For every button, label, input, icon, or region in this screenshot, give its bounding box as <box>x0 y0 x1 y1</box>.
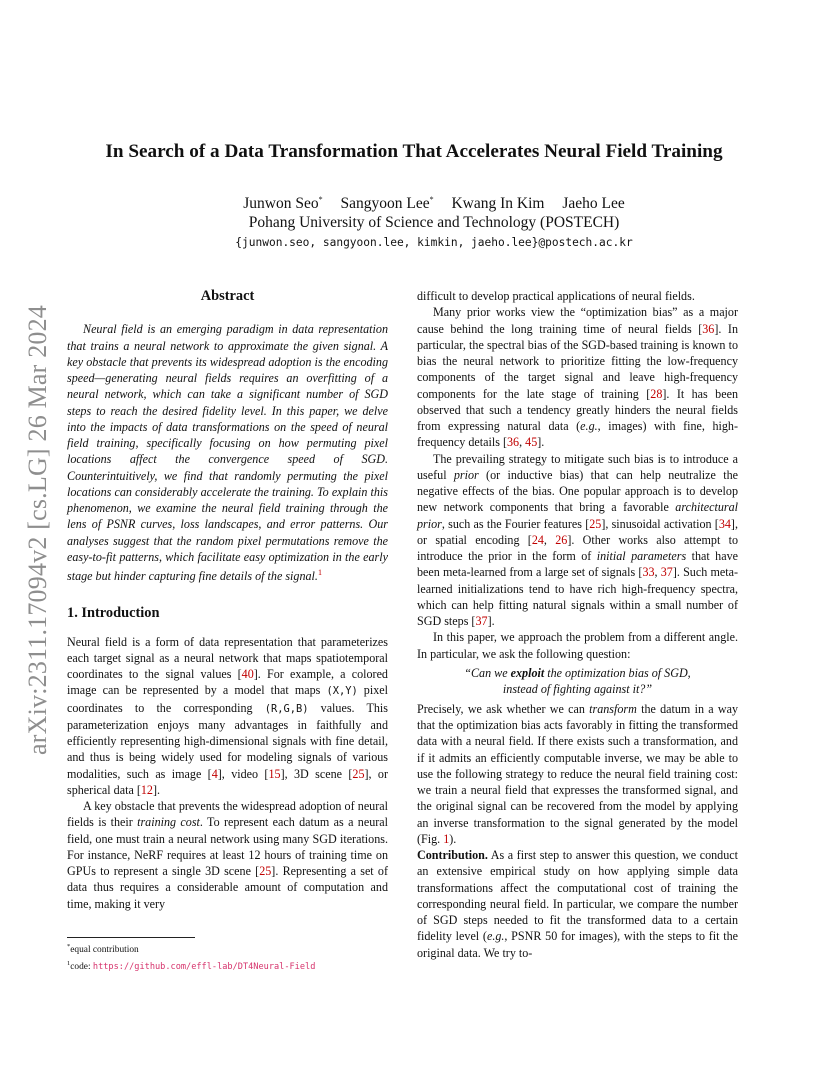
citation-link[interactable]: 34 <box>718 516 731 531</box>
contribution-label: Contribution. <box>417 848 488 862</box>
section-heading-introduction: 1. Introduction <box>67 605 160 622</box>
footnote-ref[interactable]: 1 <box>317 568 322 577</box>
contribution-paragraph: Contribution. As a first step to answer this question, we conduct an extensive empirical study on how applying simple data transformations affect the computational cost of training the corresponding neural field. In particular, we compare the number of SGD steps needed to fit the transformed data to a certain fidelity level (e.g., PSNR 50 for images), with the steps to fit the original data. We try to- <box>417 848 738 960</box>
citation-link[interactable]: 45 <box>525 435 538 450</box>
citation-link[interactable]: 25 <box>259 864 272 879</box>
author: Junwon Seo* <box>243 195 323 213</box>
footnote-equal-contribution: *equal contribution <box>67 943 139 956</box>
citation-link[interactable]: 4 <box>211 766 218 781</box>
abstract-text: Neural field is an emerging paradigm in data representation that trains a neural network to approximate the given signal. A key obstacle that prevents its widespread adoption is the encoding speed—generating neural fields requires an overfitting of a neural network, which can take a significant number of SGD steps to reach the desired fidelity level. In this paper, we delve into the impacts of data transformations on the speed of neural field training, specifically focusing on how permuting pixel locations affect the convergence speed of SGD. Counterintuitively, we find that randomly permuting the pixel locations can considerably accelerate the training. To explain this phenomenon, we examine the neural field training through the lens of PSNR curves, loss landscapes, and error patterns. Our analyses suggest that the random pixel permutations remove the easy-to-fit patterns, which facilitate easy optimization in the early stage but hinder capturing fine details of the signal.$^1$ <box>67 322 388 584</box>
author: Sangyoon Lee* <box>340 195 434 213</box>
citation-link[interactable]: 37 <box>660 565 673 580</box>
body-paragraph: The prevailing strategy to mitigate such bias is to introduce a useful prior (or inductive bias) that can help neutralize the negative effects of the bias. One popular approach is to develop new network components that bring a favorable architectural prior, such as the Fourier features [25], sinusoidal activation [34], or spatial encoding [24, 26]. Other works also attempt to introduce the prior in the form of initial parameters that have been meta-learned from a large set of signals [33, 37]. Such meta-learned initializations tend to have rich high-frequency spectra, which can help fitting natural signals within a small number of SGD steps [37]. <box>417 451 738 628</box>
body-paragraph: difficult to develop practical applications of neural fields. <box>417 289 695 303</box>
body-paragraph: Many prior works view the “optimization bias” as a major cause behind the long training time of neural fields [36]. In particular, the spectral bias of the SGD-based training is known to bias the neural network to prioritize fitting the low-frequency components of the target signal and leave high-frequency components for the late stage of training [28]. It has been observed that such a tendency greatly hinders the neural fields from expressing natural data (e.g., images) with fine, high-frequency details [36, 45]. <box>417 305 738 450</box>
citation-link[interactable]: 40 <box>241 667 254 682</box>
research-question-quote: “Can we exploit the optimization bias of SGD, instead of fighting against it?” <box>464 665 691 696</box>
paper-title: In Search of a Data Transformation That Accelerates Neural Field Training <box>105 141 723 162</box>
body-paragraph: Precisely, we ask whether we can transform the datum in a way that the optimization bias acts favorably in fitting the transformed data with a neural field. If there exists such a transformation, and if it admits an efficiently computable inverse, we may be able to use the following strategy to reduce the neural field training cost: we train a neural field that expresses the transformed signal, and the original signal can be recovered from the model by applying an inverse transformation to the signal generated by the model (Fig. 1). <box>417 701 739 846</box>
abstract-heading: Abstract <box>200 288 255 304</box>
citation-link[interactable]: 33 <box>642 565 655 580</box>
citation-link[interactable]: 25 <box>589 516 602 531</box>
citation-link[interactable]: 26 <box>555 532 568 547</box>
citation-link[interactable]: 36 <box>702 321 715 336</box>
citation-link[interactable]: 12 <box>140 782 153 797</box>
citation-link[interactable]: 36 <box>507 435 520 450</box>
author: Kwang In Kim <box>451 195 545 213</box>
citation-link[interactable]: 25 <box>352 766 365 781</box>
footnotes <box>67 940 397 974</box>
left-column <box>67 288 388 912</box>
intro-paragraph: A key obstacle that prevents the widespread adoption of neural fields is their training cost. To represent each datum as a neural field, one must train a neural network using many SGD iterations. For instance, NeRF requires at least 12 hours of training time on GPUs to represent a single 3D scene [25]. Representing a set of data thus requires a considerable amount of computation and time, making it very <box>67 799 388 911</box>
affiliation: Pohang University of Science and Technology (POSTECH) <box>248 214 620 231</box>
author-emails[interactable]: {junwon.seo, sangyoon.lee, kimkin, jaeho.lee}@postech.ac.kr <box>235 236 633 249</box>
citation-link[interactable]: 28 <box>650 386 663 401</box>
author-list <box>60 195 808 213</box>
arxiv-sidebar-stamp <box>19 285 59 755</box>
citation-link[interactable]: 24 <box>531 532 544 547</box>
arxiv-id: arXiv:2311.17094v2 [cs.LG] 26 Mar 2024 <box>23 304 52 755</box>
citation-link[interactable]: 37 <box>475 614 488 628</box>
footnote-code: $^1$code: https://github.com/effl-lab/DT4Neural-Field <box>67 960 316 973</box>
right-column <box>417 288 738 961</box>
intro-paragraph: Neural field is a form of data representation that parameterizes each target signal as a neural network that maps spatiotemporal coordinates to the signal values [40]. For example, a colored image can be represented by a model that maps (X,Y) pixel coordinates to the corresponding (R,G,B) values. This parameterization enjoys many advantages in faithfully and efficiently representing high-dimensional signals with fine detail, and thus is being widely used for modeling signals of various modalities, such as image [4], video [15], 3D scene [25], or spherical data [12]. <box>67 634 388 797</box>
footnote-divider <box>67 937 195 938</box>
code-url-link[interactable]: https://github.com/effl-lab/DT4Neural-Field <box>92 962 316 973</box>
citation-link[interactable]: 15 <box>268 766 281 781</box>
body-paragraph: In this paper, we approach the problem from a different angle. In particular, we ask the following question: <box>417 630 738 661</box>
author: Jaeho Lee <box>562 195 625 213</box>
figure-ref-link[interactable]: 1 <box>443 831 450 846</box>
